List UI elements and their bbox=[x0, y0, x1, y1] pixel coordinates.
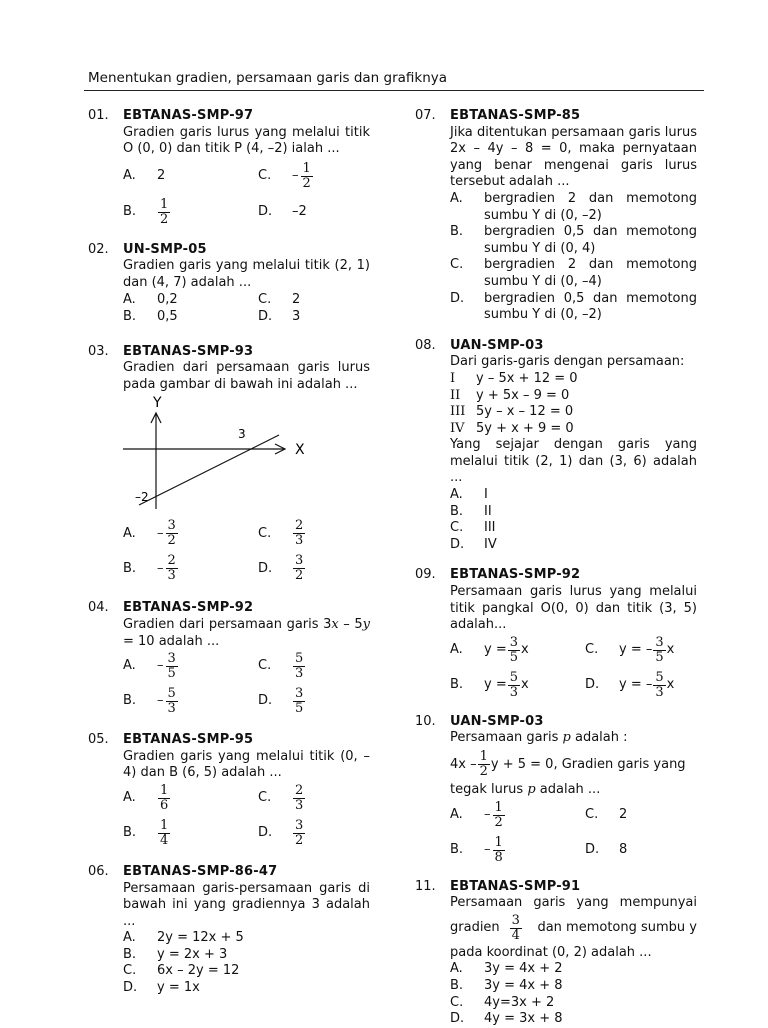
option-a[interactable]: A. 0,2 bbox=[123, 291, 178, 307]
option-d[interactable]: D. 8 bbox=[585, 841, 628, 857]
question-number: 08. bbox=[415, 337, 436, 353]
question-text: Dari garis-garis dengan persamaan: bbox=[450, 354, 685, 370]
left-column bbox=[88, 108, 370, 997]
question-09 bbox=[415, 567, 697, 699]
question-text: Gradien garis lurus yang melalui titik O (0, 0) dan titik P (4, –2) ialah ... bbox=[123, 124, 370, 157]
question-source: EBTANAS-SMP-97 bbox=[123, 108, 254, 123]
y-axis-label: Y bbox=[153, 395, 162, 412]
question-number: 02. bbox=[88, 241, 109, 257]
question-text: Persamaan garis-persamaan garis di bawah ini yang gradiennya 3 adalah ... bbox=[123, 880, 370, 929]
question-text: Gradien garis yang melalui titik (0, –4) dan B (6, 5) adalah ... bbox=[123, 748, 370, 781]
option-c[interactable]: C. $\frac{2}{3}$ bbox=[258, 518, 304, 549]
equation-item: II y + 5x – 9 = 0 bbox=[450, 387, 570, 403]
option-d[interactable]: D. y = – $\frac{5}{3}$ x bbox=[585, 669, 675, 700]
option-d[interactable]: D. IV bbox=[450, 536, 497, 552]
equation-item: III 5y – x – 12 = 0 bbox=[450, 404, 574, 420]
question-03 bbox=[88, 344, 370, 584]
option-d[interactable]: D. 4y = 3x + 8 bbox=[450, 1011, 563, 1027]
option-c[interactable]: C. $\frac{2}{3}$ bbox=[258, 782, 304, 813]
options bbox=[123, 784, 370, 848]
option-a[interactable]: A. – $\frac{3}{5}$ bbox=[123, 651, 176, 682]
question-text: Gradien dari persamaan garis lurus pada gambar di bawah ini adalah ... bbox=[123, 360, 370, 392]
question-number: 05. bbox=[88, 732, 109, 748]
question-equation: 4x – $\frac{1}{2}$ y + 5 = 0, Gradien garis yang bbox=[450, 749, 686, 779]
graph-line bbox=[139, 435, 279, 505]
option-a[interactable]: A. $\frac{1}{6}$ bbox=[123, 782, 169, 813]
option-c[interactable]: C. y = – $\frac{3}{5}$ x bbox=[585, 634, 675, 665]
option-b[interactable]: B. II bbox=[450, 503, 492, 519]
line-graph bbox=[121, 393, 321, 517]
option-c[interactable]: C. – $\frac{1}{2}$ bbox=[258, 160, 311, 191]
right-column bbox=[415, 108, 697, 1028]
option-a[interactable]: A. y = $\frac{3}{5}$ x bbox=[450, 634, 529, 665]
question-number: 03. bbox=[88, 343, 109, 359]
question-source: EBTANAS-SMP-93 bbox=[123, 343, 254, 359]
option-a[interactable]: A. 3y = 4x + 2 bbox=[450, 961, 563, 977]
equation-list bbox=[450, 371, 697, 437]
options bbox=[123, 292, 370, 326]
question-source: EBTANAS-SMP-86-47 bbox=[123, 863, 278, 879]
option-b[interactable]: B. – $\frac{1}{8}$ bbox=[450, 834, 503, 865]
option-b[interactable]: B. – $\frac{5}{3}$ bbox=[123, 686, 176, 717]
option-a[interactable]: A. bergradien 2 dan memotong sumbu Y di (0, –2) bbox=[450, 190, 697, 223]
option-c[interactable]: C. 2 bbox=[258, 291, 301, 307]
question-source: UN-SMP-05 bbox=[123, 241, 207, 257]
question-text: Jika ditentukan persamaan garis lurus 2x – 4y – 8 = 0, maka pernyataan yang benar mengenai garis lurus tersebut adalah ... bbox=[450, 124, 697, 190]
equation-item: I y – 5x + 12 = 0 bbox=[450, 370, 578, 386]
option-d[interactable]: D. 3 bbox=[258, 308, 301, 324]
question-06 bbox=[88, 864, 370, 997]
options bbox=[123, 162, 370, 227]
option-a[interactable]: A. 2y = 12x + 5 bbox=[123, 930, 244, 946]
question-11 bbox=[415, 879, 697, 1028]
question-number: 07. bbox=[415, 108, 436, 123]
option-a[interactable]: A. 2 bbox=[123, 167, 166, 183]
option-b[interactable]: B. 3y = 4x + 8 bbox=[450, 977, 563, 993]
option-a[interactable]: A. – $\frac{3}{2}$ bbox=[123, 518, 176, 549]
option-c[interactable]: C. 6x – 2y = 12 bbox=[123, 963, 240, 979]
question-source: EBTANAS-SMP-92 bbox=[450, 567, 581, 583]
option-b[interactable]: B. – $\frac{2}{3}$ bbox=[123, 553, 176, 584]
question-number: 01. bbox=[88, 108, 109, 123]
question-08 bbox=[415, 338, 697, 554]
question-source: UAN-SMP-03 bbox=[450, 337, 544, 353]
question-text-2: Yang sejajar dengan garis yang melalui titik (2, 1) dan (3, 6) adalah ... bbox=[450, 437, 697, 486]
option-a[interactable]: A. – $\frac{1}{2}$ bbox=[450, 799, 503, 830]
option-b[interactable]: B. $\frac{1}{4}$ bbox=[123, 817, 169, 848]
option-b[interactable]: B. y = 2x + 3 bbox=[123, 946, 228, 962]
equation-item: IV 5y + x + 9 = 0 bbox=[450, 420, 574, 436]
option-d[interactable]: D. $\frac{3}{2}$ bbox=[258, 817, 304, 848]
y-intercept-label: –2 bbox=[135, 490, 149, 505]
options bbox=[123, 519, 370, 583]
question-source: EBTANAS-SMP-91 bbox=[450, 878, 581, 894]
option-d[interactable]: D. $\frac{3}{5}$ bbox=[258, 686, 304, 717]
options bbox=[450, 801, 697, 865]
header-rule bbox=[84, 90, 704, 91]
question-source: EBTANAS-SMP-85 bbox=[450, 108, 581, 123]
option-a[interactable]: A. I bbox=[450, 487, 488, 503]
question-source: EBTANAS-SMP-95 bbox=[123, 732, 254, 748]
option-b[interactable]: B. y = $\frac{5}{3}$ x bbox=[450, 669, 529, 700]
option-c[interactable]: C. bergradien 2 dan memotong sumbu Y di (0, –4) bbox=[450, 257, 697, 289]
question-text-2: pada koordinat (0, 2) adalah ... bbox=[450, 944, 652, 960]
question-04 bbox=[88, 600, 370, 716]
question-10 bbox=[415, 714, 697, 865]
x-intercept-label: 3 bbox=[238, 427, 246, 442]
question-number: 11. bbox=[415, 878, 436, 894]
question-number: 09. bbox=[415, 567, 436, 583]
options bbox=[450, 636, 697, 700]
option-b[interactable]: B. 0,5 bbox=[123, 308, 178, 324]
option-c[interactable]: C. III bbox=[450, 520, 496, 536]
question-text-2: tegak lurus p adalah ... bbox=[450, 782, 601, 797]
question-text: Persamaan garis yang mempunyai bbox=[450, 895, 697, 911]
option-c[interactable]: C. 2 bbox=[585, 806, 628, 822]
option-b[interactable]: B. $\frac{1}{2}$ bbox=[123, 196, 169, 227]
question-number: 06. bbox=[88, 863, 109, 879]
question-gradient: gradien $\frac{3}{4}$ dan memotong sumbu y bbox=[450, 912, 697, 943]
question-text: Persamaan garis lurus yang melalui titik pangkal O(0, 0) dan titik (3, 5) adalah... bbox=[450, 584, 697, 633]
question-07 bbox=[415, 108, 697, 324]
question-05 bbox=[88, 732, 370, 848]
option-c[interactable]: C. $\frac{5}{3}$ bbox=[258, 651, 304, 682]
question-number: 10. bbox=[415, 713, 436, 729]
option-d[interactable]: D. bergradien 0,5 dan memotong sumbu Y di (0, –2) bbox=[450, 290, 697, 323]
x-axis-label: X bbox=[295, 442, 305, 459]
question-text: Gradien dari persamaan garis 3x – 5y = 10 adalah ... bbox=[123, 616, 370, 649]
question-number: 04. bbox=[88, 600, 109, 616]
option-d[interactable]: D. y = 1x bbox=[123, 980, 200, 996]
question-text: Persamaan garis p adalah : bbox=[450, 730, 628, 746]
page-header: Menentukan gradien, persamaan garis dan grafiknya bbox=[88, 70, 448, 86]
question-source: UAN-SMP-03 bbox=[450, 713, 544, 729]
option-b[interactable]: B. bergradien 0,5 dan memotong sumbu Y di (0, 4) bbox=[450, 224, 697, 256]
question-02 bbox=[88, 242, 370, 326]
question-text: Gradien garis yang melalui titik (2, 1) dan (4, 7) adalah ... bbox=[123, 258, 370, 290]
option-c[interactable]: C. 4y=3x + 2 bbox=[450, 994, 555, 1010]
question-01 bbox=[88, 108, 370, 227]
option-d[interactable]: D. $\frac{3}{2}$ bbox=[258, 553, 304, 584]
option-d[interactable]: D. –2 bbox=[258, 203, 307, 219]
question-source: EBTANAS-SMP-92 bbox=[123, 600, 254, 616]
options bbox=[123, 652, 370, 716]
